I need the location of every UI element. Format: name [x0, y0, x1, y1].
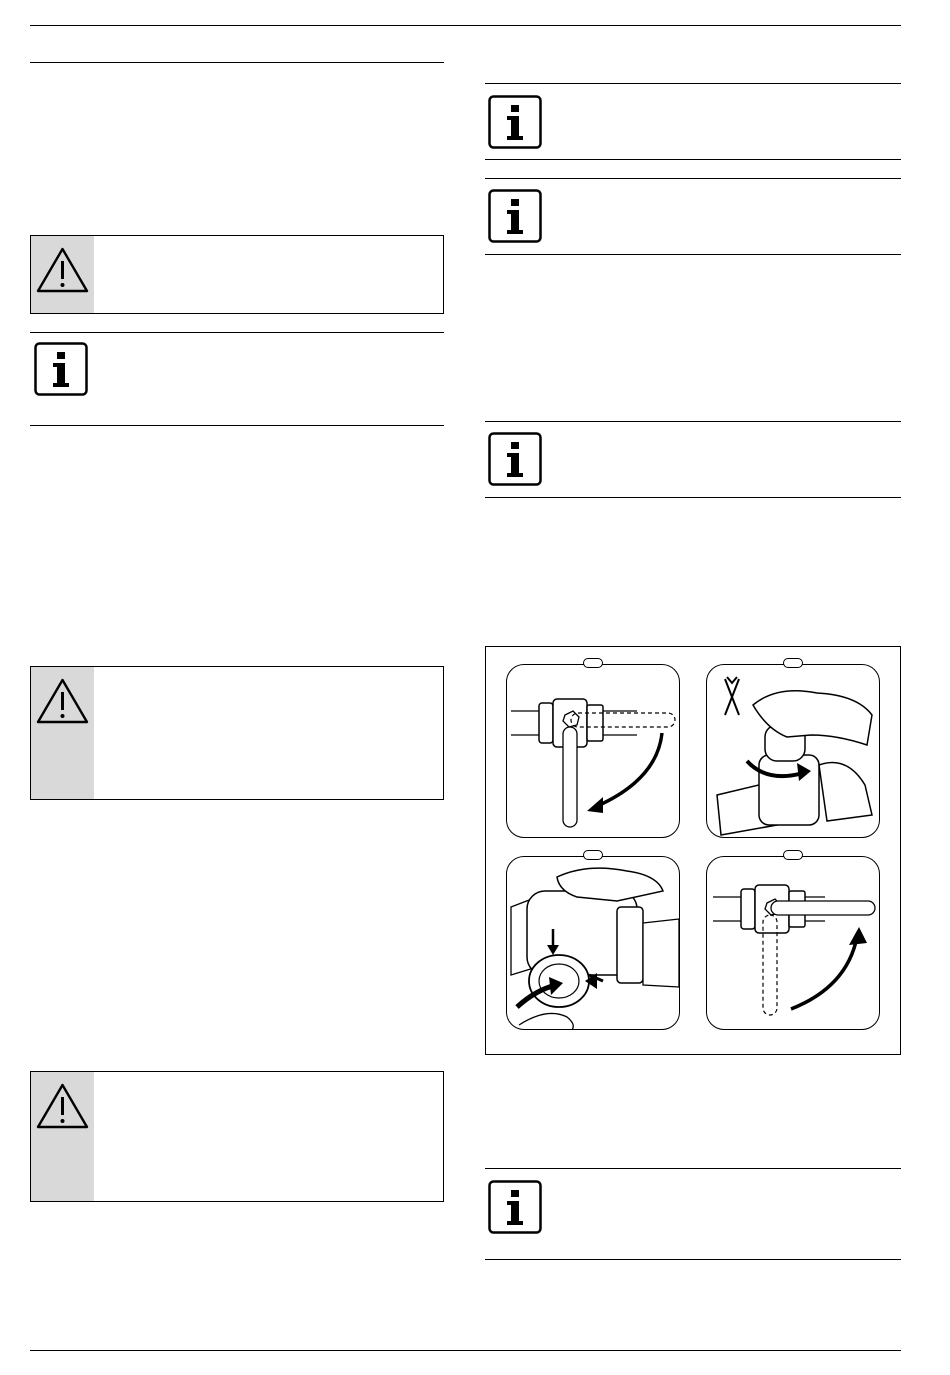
valve-closing-illustration	[507, 665, 680, 838]
figure-panel-3	[506, 856, 680, 1030]
figure-panel-4	[706, 856, 880, 1030]
unscrew-cap-illustration	[707, 665, 880, 838]
warning-box	[30, 235, 444, 314]
warning-triangle-icon	[35, 245, 90, 295]
info-rule-top	[485, 421, 901, 422]
section-rule	[30, 62, 444, 63]
figure-panel-1	[506, 664, 680, 838]
maintenance-figure	[485, 646, 901, 1055]
warning-box	[30, 666, 444, 800]
wrench-cross-icon	[715, 677, 749, 715]
info-rule-bottom	[30, 425, 444, 426]
panel-tab-3	[583, 850, 603, 860]
panel-tab-4	[783, 850, 803, 860]
valve-opening-illustration	[707, 857, 880, 1030]
info-icon	[34, 342, 88, 396]
info-icon	[488, 432, 542, 486]
clean-filter-illustration	[507, 857, 680, 1030]
warning-triangle-icon	[35, 1081, 90, 1131]
panel-tab-1	[583, 658, 603, 668]
info-icon	[488, 189, 542, 243]
panel-tab-2	[783, 658, 803, 668]
warning-sidebar	[31, 667, 94, 799]
info-rule-top	[30, 332, 444, 333]
warning-box	[30, 1071, 444, 1202]
info-rule-top	[485, 1168, 901, 1169]
warning-sidebar	[31, 236, 94, 313]
warning-sidebar	[31, 1072, 94, 1201]
info-rule-bottom	[485, 254, 901, 255]
info-rule-top	[485, 83, 901, 84]
figure-panel-2	[706, 664, 880, 838]
header-rule	[30, 25, 901, 26]
info-rule-bottom	[485, 497, 901, 498]
info-rule-bottom	[485, 159, 901, 160]
footer-rule	[30, 1350, 901, 1351]
info-rule-bottom	[485, 1259, 901, 1260]
info-rule-top	[485, 178, 901, 179]
info-icon	[488, 95, 542, 149]
warning-triangle-icon	[35, 676, 90, 726]
info-icon	[488, 1180, 542, 1234]
